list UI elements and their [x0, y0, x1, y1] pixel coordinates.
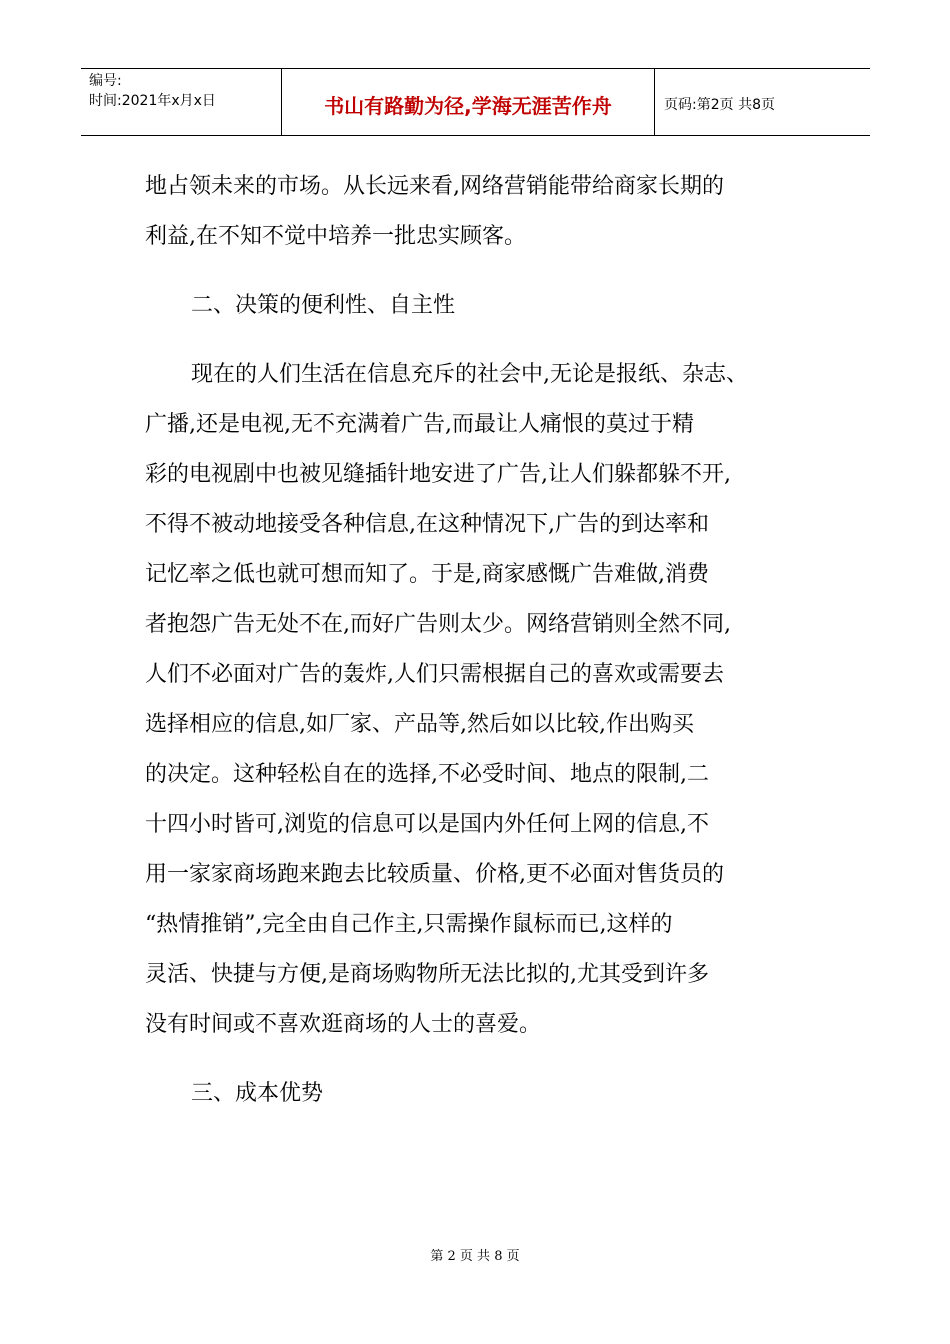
paragraph-line: 十四小时皆可,浏览的信息可以是国内外任何上网的信息,不 [145, 812, 709, 837]
document-number-label: 编号: [89, 73, 122, 89]
page-footer: 第 2 页 共 8 页 [430, 1249, 520, 1264]
header-meta [89, 71, 216, 111]
paragraph-line: 人们不必面对广告的轰炸,人们只需根据自己的喜欢或需要去 [145, 662, 724, 687]
paragraph-line: 地占领未来的市场。从长远来看,网络营销能带给商家长期的 [145, 174, 724, 199]
paragraph-line: 用一家家商场跑来跑去比较质量、价格,更不必面对售货员的 [145, 862, 724, 887]
section-heading: 二、决策的便利性、自主性 [191, 293, 456, 318]
paragraph-line: “热情推销”,完全由自己作主,只需操作鼠标而已,这样的 [145, 912, 673, 937]
document-date-label: 时间:2021年x月x日 [89, 93, 216, 109]
paragraph-line: 记忆率之低也就可想而知了。于是,商家感慨广告难做,消费 [145, 562, 709, 587]
paragraph-line: 选择相应的信息,如厂家、产品等,然后如以比较,作出购买 [145, 712, 694, 737]
paragraph-line: 的决定。这种轻松自在的选择,不必受时间、地点的限制,二 [145, 762, 709, 787]
paragraph-line: 彩的电视剧中也被见缝插针地安进了广告,让人们躲都躲不开, [145, 462, 731, 487]
header-motto: 书山有路勤为径,学海无涯苦作舟 [324, 93, 612, 118]
paragraph-line: 现在的人们生活在信息充斥的社会中,无论是报纸、杂志、 [191, 362, 748, 387]
paragraph-line: 灵活、快捷与方便,是商场购物所无法比拟的,尤其受到许多 [145, 962, 709, 987]
paragraph-line: 广播,还是电视,无不充满着广告,而最让人痛恨的莫过于精 [145, 412, 694, 437]
section-heading: 三、成本优势 [191, 1081, 324, 1106]
paragraph-line: 利益,在不知不觉中培养一批忠实顾客。 [145, 224, 526, 249]
paragraph-line: 没有时间或不喜欢逛商场的人士的喜爱。 [145, 1012, 542, 1037]
header-divider-right [654, 69, 655, 135]
document-body [145, 162, 805, 1118]
header-page-info: 页码:第2页 共8页 [664, 97, 775, 113]
paragraph-line: 不得不被动地接受各种信息,在这种情况下,广告的到达率和 [145, 512, 709, 537]
page-header [81, 68, 870, 136]
paragraph-line: 者抱怨广告无处不在,而好广告则太少。网络营销则全然不同, [145, 612, 731, 637]
